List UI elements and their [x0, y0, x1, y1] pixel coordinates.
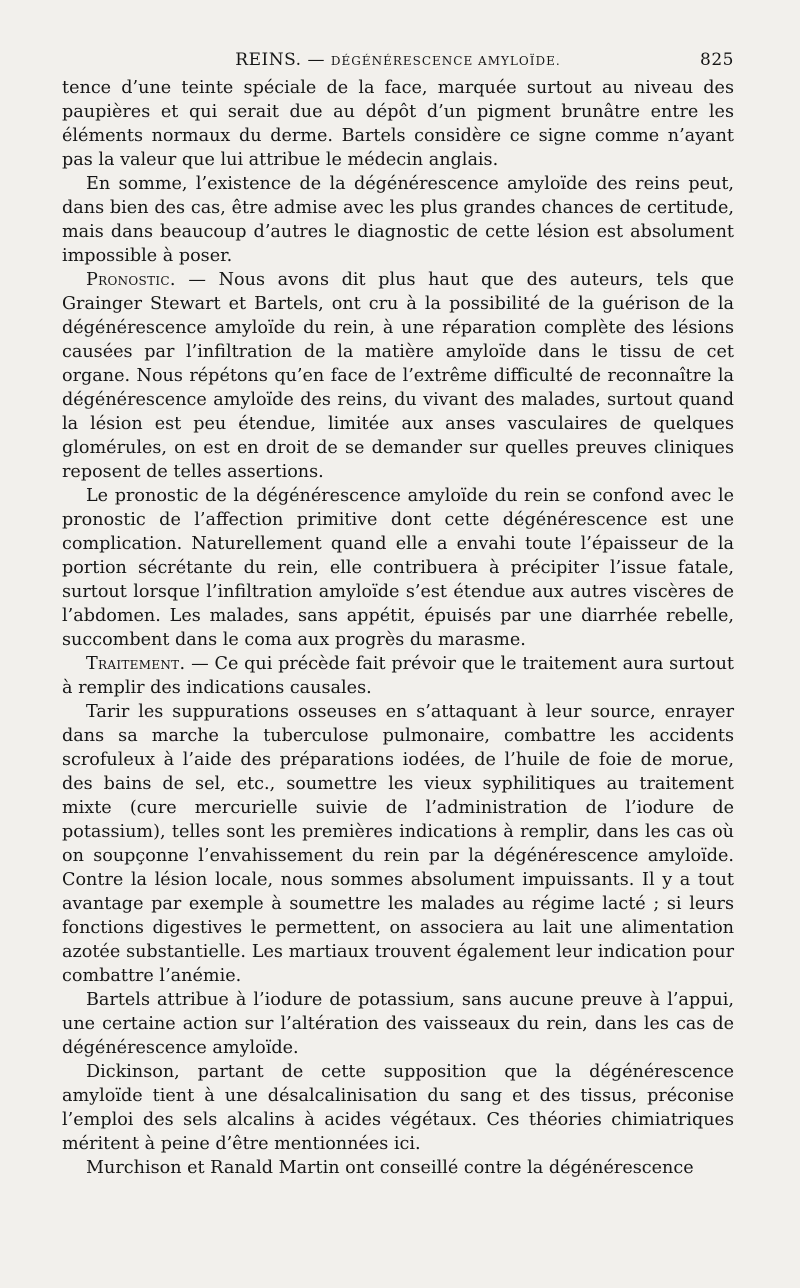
section-heading-pronostic: Pronostic.	[86, 270, 176, 290]
paragraph-text: En somme, l’existence de la dégénérescence amyloïde des reins peut, dans bien des cas, être admise avec les plus grandes chances de certitude, mais dans beaucoup d’autres le diagnostic de cette lésion est absolument impossible à poser.	[62, 174, 734, 266]
paragraph-text: tence d’une teinte spéciale de la face, marquée surtout au niveau des paupières et qui serait due au dépôt d’un pigment brunâtre entre les éléments normaux du derme. Bartels considère ce signe comme n’ayant pas la valeur que lui attribue le médecin anglais.	[62, 78, 734, 170]
paragraph-text: Bartels attribue à l’iodure de potassium, sans aucune preuve à l’appui, une certaine action sur l’altération des vaisseaux du rein, dans les cas de dégénérescence amyloïde.	[62, 990, 734, 1058]
paragraph-bartels	[62, 988, 734, 1060]
paragraph-text: Le pronostic de la dégénérescence amyloïde du rein se confond avec le pronostic de l’affection primitive dont cette dégénérescence est une complication. Naturellement quand elle a envahi toute l’épaisseur de la portion sécrétante du rein, elle contribuera à précipiter l’issue fatale, surtout lorsque l’infiltration amyloïde s’est étendue aux autres viscères de l’abdomen. Les malades, sans appétit, épuisés par une diarrhée rebelle, succombent dans le coma aux progrès du marasme.	[62, 486, 734, 650]
paragraph-continuation	[62, 76, 734, 172]
paragraph-text: Tarir les suppurations osseuses en s’attaquant à leur source, enrayer dans sa marche la tuberculose pulmonaire, combattre les accidents scrofuleux à l’aide des préparations iodées, de l’huile de foie de morue, des bains de sel, etc., soumettre les vieux syphilitiques au traitement mixte (cure mercurielle suivie de l’administration de l’iodure de potassium), telles sont les premières indications à remplir, dans les cas où on soupçonne l’envahissement du rein par la dégénérescence amyloïde. Contre la lésion locale, nous sommes absolument impuissants. Il y a tout avantage par exemple à soumettre les malades au régime lacté ; si leurs fonctions digestives le permettent, on associera au lait une alimentation azotée substantielle. Les martiaux trouvent également leur indication pour combattre l’anémie.	[62, 702, 734, 986]
running-title-subject: DÉGÉNÉRESCENCE AMYLOÏDE.	[330, 54, 561, 68]
paragraph-text: Dickinson, partant de cette supposition que la dégénérescence amyloïde tient à une désalcalinisation du sang et des tissus, préconise l’emploi des sels alcalins à acides végétaux. Ces théories chimiatriques méritent à peine d’être mentionnées ici.	[62, 1062, 734, 1154]
paragraph-en-somme	[62, 172, 734, 268]
paragraph-murchison	[62, 1156, 734, 1180]
running-title	[62, 50, 734, 70]
running-head	[62, 50, 734, 76]
running-title-main: REINS. —	[235, 50, 325, 70]
paragraph-pronostic-2	[62, 484, 734, 652]
section-heading-traitement: Traitement.	[86, 654, 186, 674]
paragraph-dickinson	[62, 1060, 734, 1156]
paragraph-text: — Nous avons dit plus haut que des auteurs, tels que Grainger Stewart et Bartels, ont cru à la possibilité de la guérison de la dégénérescence amyloïde du rein, à une réparation complète des lésions causées par l’infiltration de la matière amyloïde dans le tissu de cet organe. Nous répétons qu’en face de l’extrême difficulté de reconnaître la dégénérescence amyloïde des reins, du vivant des malades, surtout quand la lésion est peu étendue, limitée aux anses vasculaires de quelques glomérules, on est en droit de se demander sur quelles preuves cliniques reposent de telles assertions.	[62, 270, 734, 482]
paragraph-traitement	[62, 652, 734, 700]
page-number: 825	[700, 50, 734, 70]
book-page	[62, 50, 734, 1180]
paragraph-text: — Ce qui précède fait prévoir que le traitement aura surtout à remplir des indications causales.	[62, 654, 734, 698]
paragraph-pronostic	[62, 268, 734, 484]
body-text	[62, 76, 734, 1180]
paragraph-tarir	[62, 700, 734, 988]
paragraph-text: Murchison et Ranald Martin ont conseillé contre la dégénérescence	[86, 1158, 694, 1178]
